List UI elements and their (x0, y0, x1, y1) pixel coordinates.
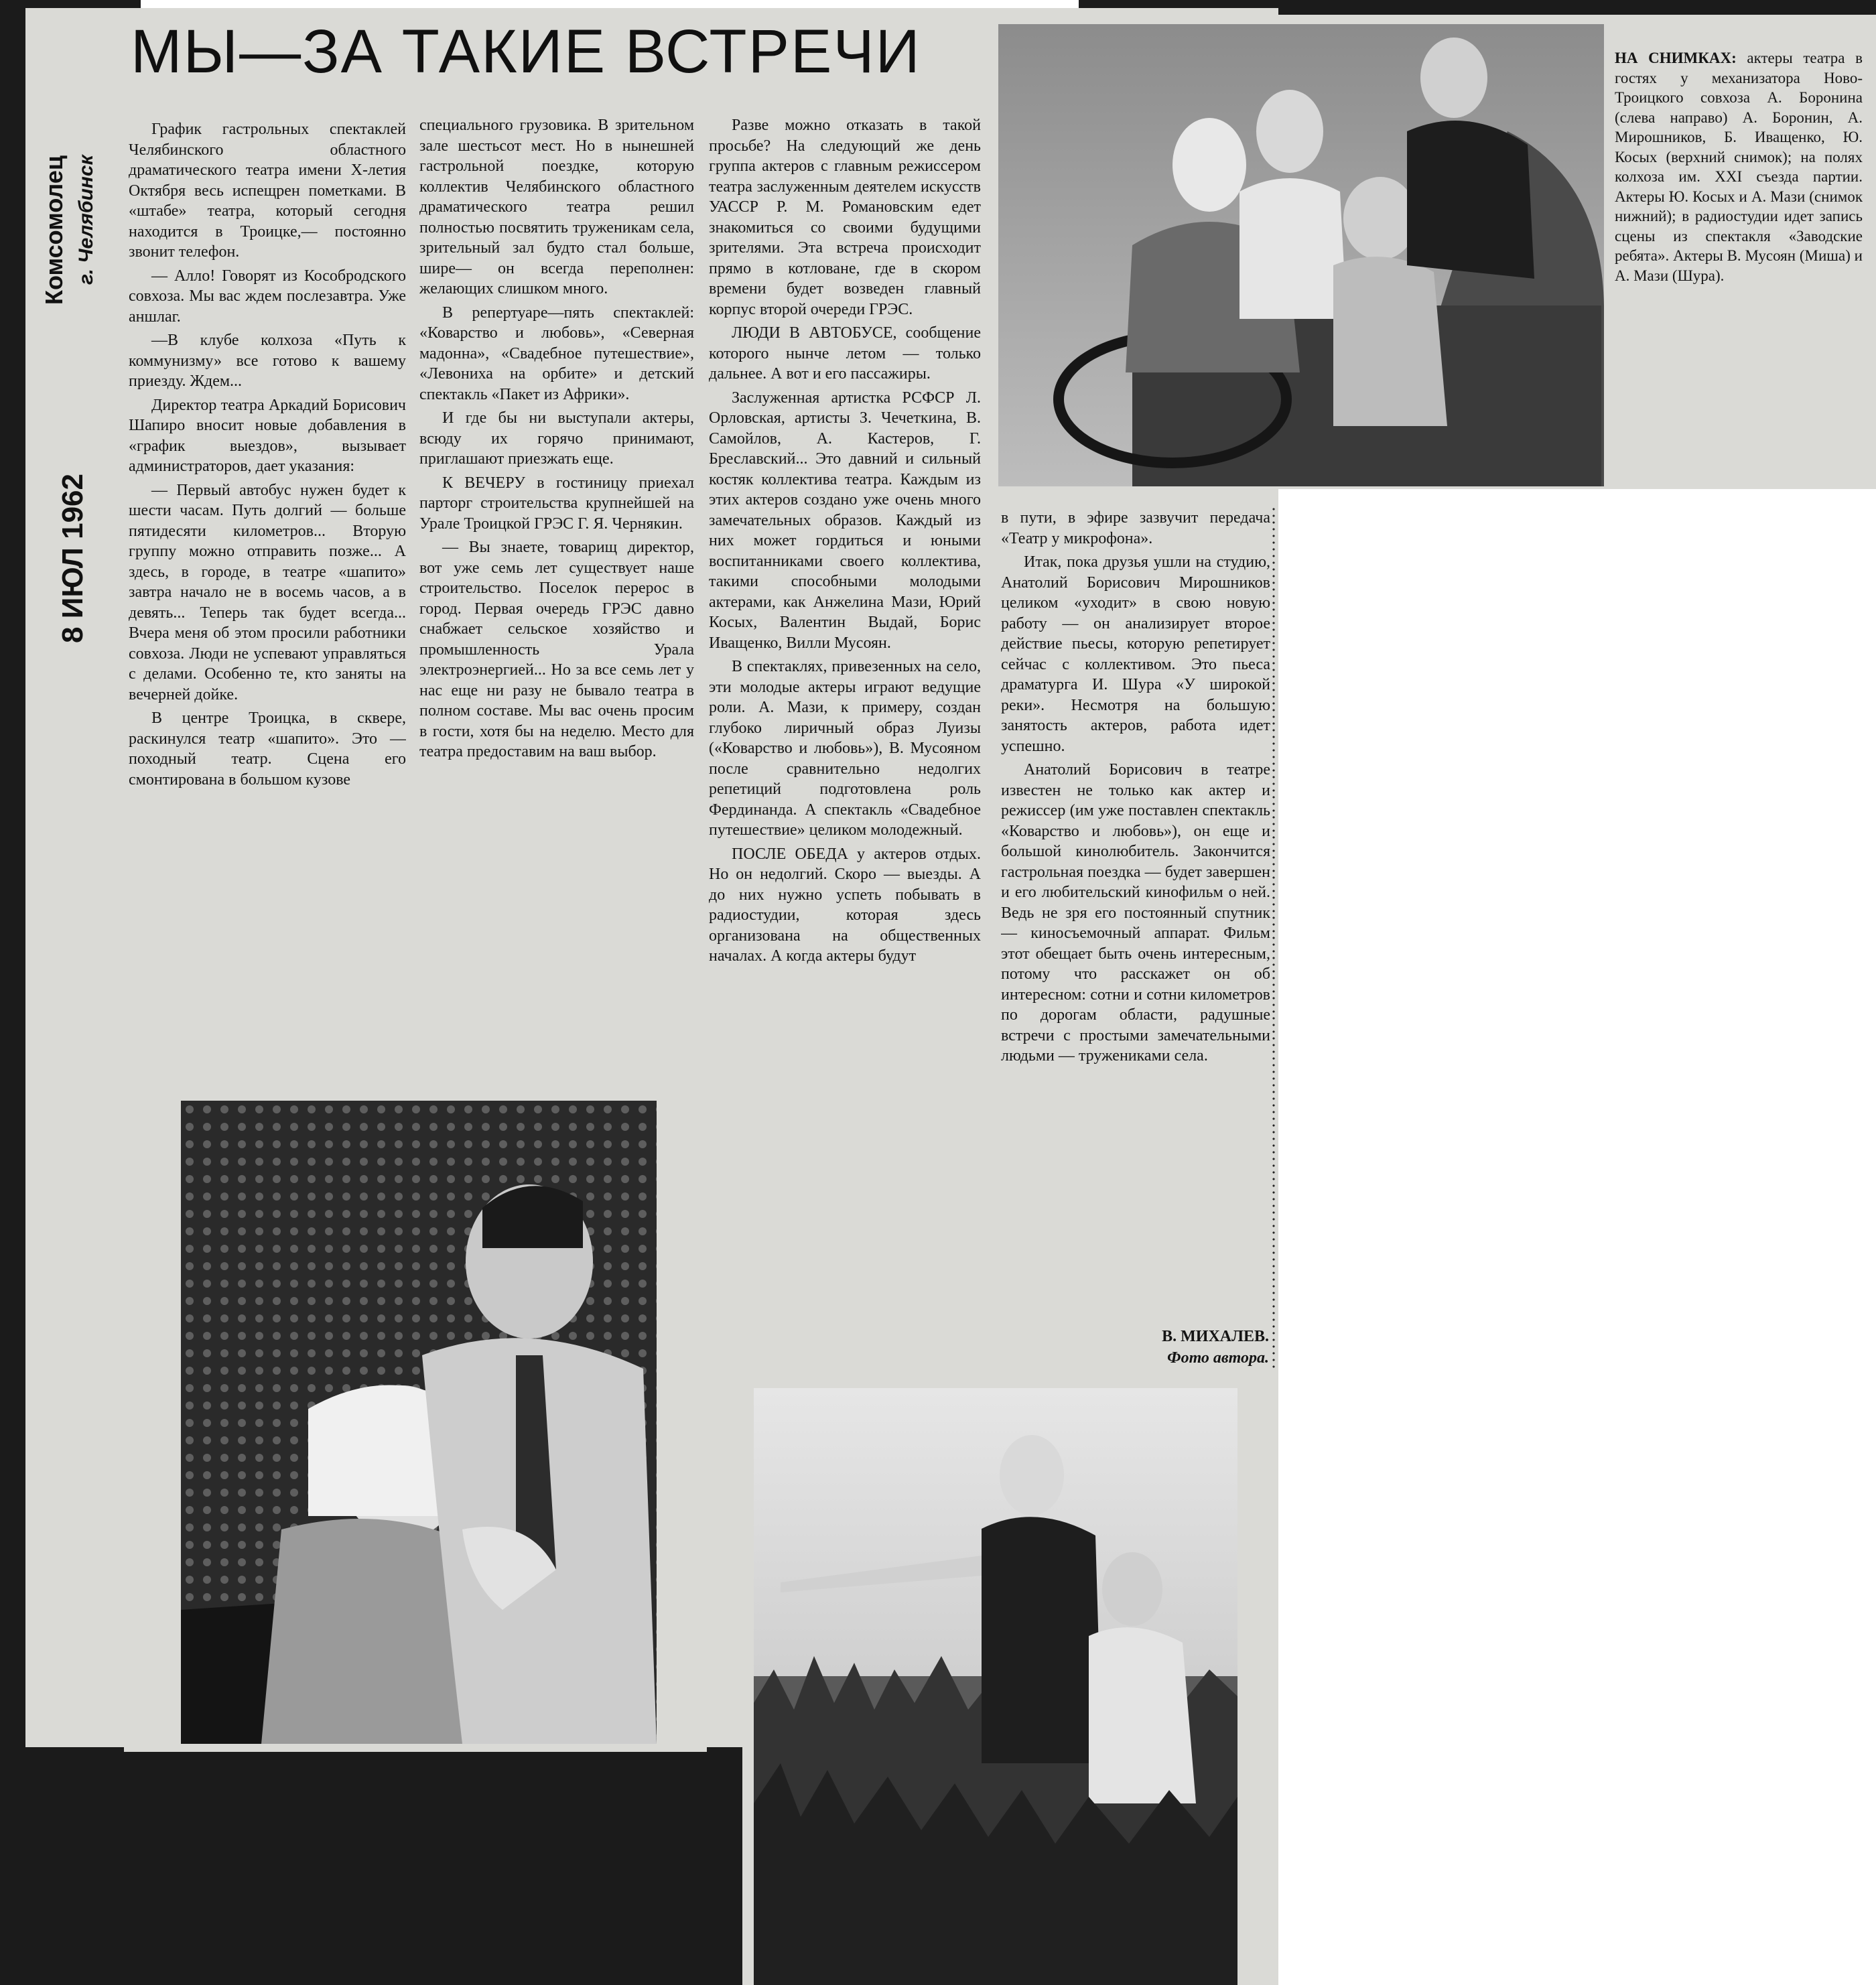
paragraph: К ВЕЧЕРУ в гостиницу приехал парторг строительства крупнейшей на Урале Троицкой ГРЭС Г. Я. Чернякин. (419, 474, 694, 533)
article-title: МЫ—ЗА ТАКИЕ ВСТРЕЧИ (131, 17, 921, 86)
article-column-2 (419, 115, 694, 1080)
column-dotted-rule (1272, 506, 1276, 1370)
caption-text: актеры театра в гостях у механизатора Ново-Троицкого совхоза А. Боронина (слева направо) А. Боронин, А. Мирошников, Б. Иващенко, Ю. Косых (верхний снимок); на полях колхоза им. XXI съезда партии. Актеры Ю. Косых и А. Мази (снимок нижний); в радиостудии идет запись сцены из спектакля «Заводские ребята». Актеры В. Мусоян (Миша) и А. Мази (Шура). (1615, 50, 1863, 284)
photo-credit: Фото автора. (1167, 1349, 1269, 1367)
paragraph: Разве можно отказать в такой просьбе? На следующий же день группа актеров с главным режиссером театра заслуженным деятелем искусств УАССР Р. М. Романовским едет знакомиться со своими будущими зрителями. Эта встреча происходит прямо в котловане, где в скором времени будет возведен главный корпус второй очереди ГРЭС. (709, 117, 981, 318)
paragraph: Заслуженная артистка РСФСР Л. Орловская, артисты З. Чечеткина, В. Самойлов, А. Кастеров, Г. Бреславский... Это давний и сильный костяк коллектива театра. Каждым из этих актеров создано уже очень много замечательных образов. Каждый из них может гордиться и юными воспитанниками своего коллектива, такими способными молодыми актерами, как Анжелина Мази, Юрий Косых, Валентин Выдай, Борис Иващенко, Вилли Мусоян. (709, 389, 981, 652)
paragraph: График гастрольных спектаклей Челябинского областного драматического театра имени Х-летия Октября весь испещрен пометками. В «штабе» театра, который сегодня находится в Троицке,— постоянно звонит телефон. (129, 121, 406, 261)
paragraph: в пути, в эфире зазвучит передача «Театр у микрофона». (1001, 509, 1270, 547)
article-column-4 (1001, 508, 1270, 1325)
caption-lead: НА СНИМКАХ: (1615, 50, 1737, 66)
paragraph: И где бы ни выступали актеры, всюду их горячо принимают, приглашают приезжать еще. (419, 409, 694, 468)
paragraph: — Первый автобус нужен будет к шести часам. Путь долгий — больше пятидесяти километров... Вторую группу можно отправить позже... А здесь, в городе, в театре «шапито» завтра начало не в восемь часов, а в девять... Теперь так будет всегда... Вчера меня об этом просили работники совхоза. Люди не успевают управляться с делами. Особенно те, кто заняты на вечерней дойке. (129, 481, 406, 703)
paragraph: — Вы знаете, товарищ директор, вот уже семь лет существует наше строительство. Поселок перерос в город. Первая очередь ГРЭС давно снабжает сельское хозяйство и промышленность Урала электроэнергией... Но за все семь лет у нас еще ни разу не бывало театра в полном составе. Мы вас очень просим в гости, хотя бы на неделю. Место для театра предоставим на ваш выбор. (419, 539, 694, 760)
paragraph: ЛЮДИ В АВТОБУСЕ, сообщение которого нынче летом — только дальнее. А вот и его пассажиры. (709, 324, 981, 383)
article-column-1 (129, 119, 406, 1077)
city-stamp: г. Челябинск (75, 155, 97, 285)
author-byline: В. МИХАЛЕВ. (1162, 1328, 1269, 1345)
paragraph: Анатолий Борисович в театре известен не только как актер и режиссер (им уже поставлен спектакль «Коварство и любовь»), он еще и большой кинолюбитель. Закончится гастрольная поездка — будет завершен и его любительский кинофильм о ней. Ведь не зря его постоянный спутник — киносъемочный аппарат. Фильм этот обещает быть очень интересным, потому что расскажет он об интересном: сотни и сотни километров по дорогам области, радушные встречи с простыми замечательными людьми — тружениками села. (1001, 761, 1270, 1065)
paragraph: специального грузовика. В зрительном зале шестьсот мест. Но в нынешней гастрольной поездке, которую коллектив Челябинского областного драматического театра решил полностью посвятить труженикам села, зрительный зал будто стал больше, шире— он всегда переполнен: желающих слишком много. (419, 117, 694, 297)
paragraph: ПОСЛЕ ОБЕДА у актеров отдых. Но он недолгий. Скоро — выезды. А до них нужно успеть побывать в радиостудии, которая здесь организована на общественных началах. А когда актеры будут (709, 845, 981, 965)
newspaper-name-stamp: Комсомолец (40, 155, 68, 305)
photo-actors-in-field (754, 1388, 1237, 1985)
photo-caption (1615, 48, 1863, 285)
paragraph: — Алло! Говорят из Кособродского совхоза. Мы вас ждем послезавтра. Уже аншлаг. (129, 267, 406, 326)
paragraph: Директор театра Аркадий Борисович Шапиро вносит новые добавления в «график выездов», вызывает администраторов, дает указания: (129, 396, 406, 475)
paragraph: В репертуаре—пять спектаклей: «Коварство и любовь», «Северная мадонна», «Свадебное путешествие», «Левониха на орбите» и детский спектакль «Пакет из Африки». (419, 303, 694, 403)
photo-actors-on-tractor (998, 24, 1604, 486)
scan-background-bottom (0, 1738, 757, 1985)
paragraph: —В клубе колхоза «Путь к коммунизму» все готово к вашему приезду. Ждем... (129, 332, 406, 390)
article-column-3 (709, 115, 981, 1368)
paragraph: В центре Троицка, в сквере, раскинулся театр «шапито». Это — походный театр. Сцена его смонтирована в большом кузове (129, 709, 406, 789)
paragraph: В спектаклях, привезенных на село, эти молодые актеры играют ведущие роли. А. Мази, к примеру, создан глубоко лиричный образ Луизы («Коварство и любовь»), В. Мусояном после сравнительно недолгих репетиций подготовлена роль Фердинанда. А спектакль «Свадебное путешествие» целиком молодежный. (709, 658, 981, 839)
paragraph: Итак, пока друзья ушли на студию, Анатолий Борисович Мирошников целиком «уходит» в свою новую работу — он анализирует второе действие пьесы, которую репетирует сейчас с коллективом. Это пьеса драматурга И. Шура «У широкой реки». Несмотря на большую занятость актеров, работа идет успешно. (1001, 553, 1270, 755)
photo-radio-studio (181, 1101, 657, 1744)
date-stamp: 8 ИЮЛ 1962 (56, 474, 89, 643)
